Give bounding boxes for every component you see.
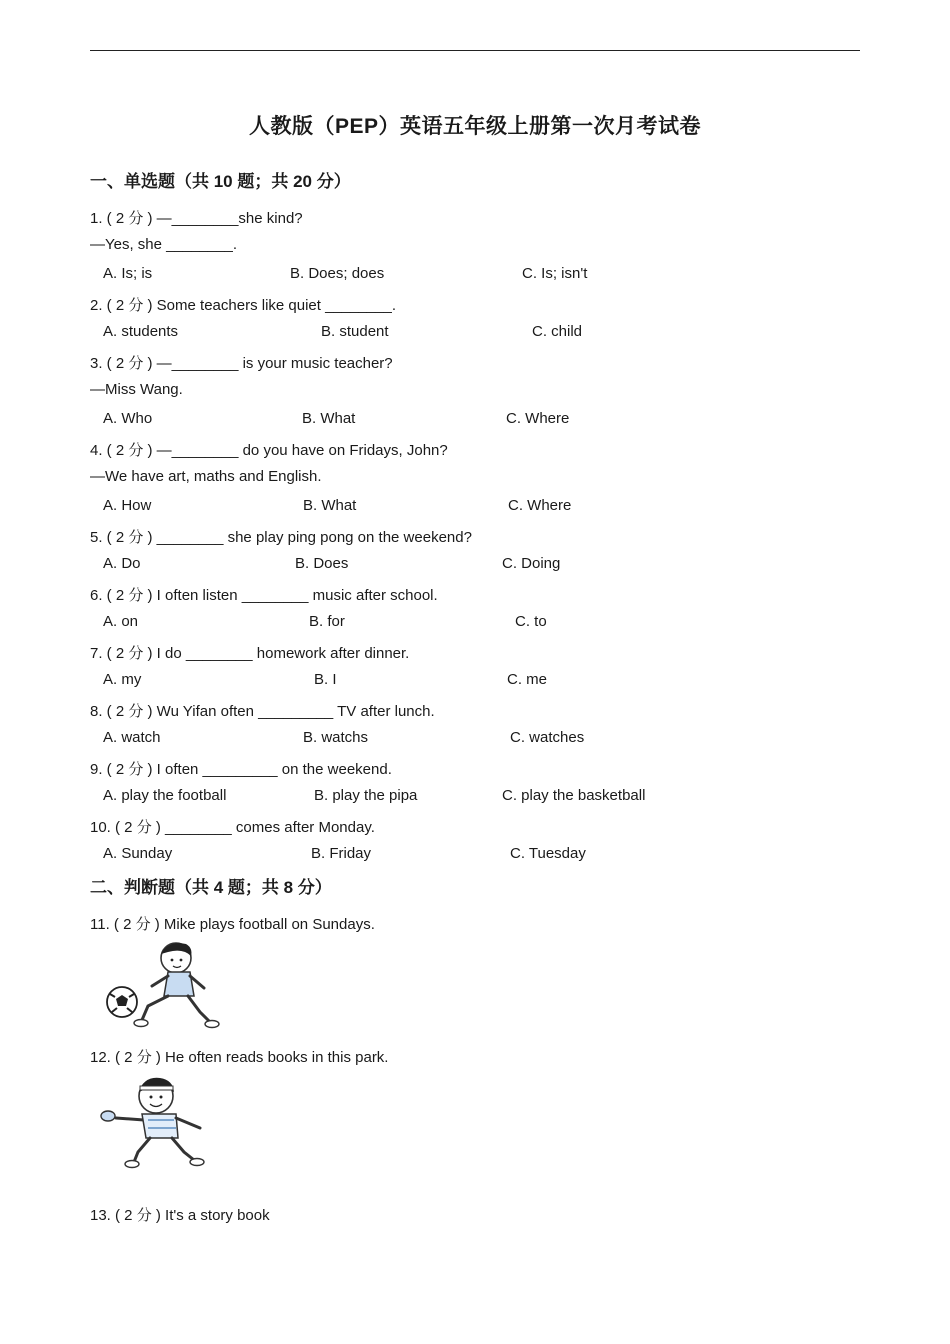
page-title: 人教版（PEP）英语五年级上册第一次月考试卷 bbox=[248, 115, 702, 138]
question-8-stem: 8. ( 2 分 ) Wu Yifan often _________ TV after lunch. bbox=[90, 703, 435, 720]
question-2-option-a[interactable]: A. students bbox=[103, 323, 179, 340]
question-5-option-a[interactable]: A. Do bbox=[103, 555, 141, 572]
question-11-stem: 11. ( 2 分 ) Mike plays football on Sundays. bbox=[90, 916, 375, 933]
question-8-option-a[interactable]: A. watch bbox=[103, 729, 161, 746]
question-7-option-a[interactable]: A. my bbox=[103, 671, 142, 688]
question-3-option-a[interactable]: A. Who bbox=[103, 410, 153, 427]
question-8-option-c[interactable]: C. watches bbox=[510, 729, 585, 746]
boy-playing-ping-pong-illustration bbox=[98, 1072, 214, 1172]
question-12-stem: 12. ( 2 分 ) He often reads books in this park. bbox=[90, 1049, 389, 1066]
question-3-option-c[interactable]: C. Where bbox=[506, 410, 570, 427]
question-4-option-b[interactable]: B. What bbox=[303, 497, 357, 514]
question-7-option-c[interactable]: C. me bbox=[507, 671, 548, 688]
question-4-line2: —We have art, maths and English. bbox=[90, 468, 322, 485]
question-1-stem: 1. ( 2 分 ) —________she kind? bbox=[90, 210, 303, 227]
question-10-stem: 10. ( 2 分 ) ________ comes after Monday. bbox=[90, 819, 375, 836]
question-4-option-a[interactable]: A. How bbox=[103, 497, 152, 514]
section-heading-single-choice: 一、单选题（共 10 题；共 20 分） bbox=[90, 172, 351, 191]
question-9-option-a[interactable]: A. play the football bbox=[103, 787, 227, 804]
question-7-option-b[interactable]: B. I bbox=[314, 671, 337, 688]
question-6-option-b[interactable]: B. for bbox=[309, 613, 345, 630]
question-4-stem: 4. ( 2 分 ) —________ do you have on Fridays, John? bbox=[90, 442, 448, 459]
question-2-stem: 2. ( 2 分 ) Some teachers like quiet ________. bbox=[90, 297, 397, 314]
question-5-option-c[interactable]: C. Doing bbox=[502, 555, 561, 572]
question-3-line2: —Miss Wang. bbox=[90, 381, 183, 398]
question-1-option-b[interactable]: B. Does; does bbox=[290, 265, 385, 282]
question-7-stem: 7. ( 2 分 ) I do ________ homework after dinner. bbox=[90, 645, 410, 662]
question-13-stem: 13. ( 2 分 ) It's a story book bbox=[90, 1207, 270, 1224]
question-10-option-b[interactable]: B. Friday bbox=[311, 845, 372, 862]
question-3-stem: 3. ( 2 分 ) —________ is your music teacher? bbox=[90, 355, 393, 372]
question-9-option-c[interactable]: C. play the basketball bbox=[502, 787, 646, 804]
question-2-option-c[interactable]: C. child bbox=[532, 323, 583, 340]
section-heading-true-false: 二、判断题（共 4 题；共 8 分） bbox=[90, 878, 332, 897]
question-1-line2: —Yes, she ________. bbox=[90, 236, 238, 253]
boy-kicking-football-illustration bbox=[98, 938, 222, 1030]
question-2-option-b[interactable]: B. student bbox=[321, 323, 389, 340]
header-rule bbox=[90, 50, 860, 51]
question-5-option-b[interactable]: B. Does bbox=[295, 555, 349, 572]
question-6-stem: 6. ( 2 分 ) I often listen ________ music after school. bbox=[90, 587, 438, 604]
question-5-stem: 5. ( 2 分 ) ________ she play ping pong on the weekend? bbox=[90, 529, 472, 546]
question-1-option-a[interactable]: A. Is; is bbox=[103, 265, 153, 282]
question-10-option-a[interactable]: A. Sunday bbox=[103, 845, 173, 862]
question-6-option-a[interactable]: A. on bbox=[103, 613, 139, 630]
question-6-option-c[interactable]: C. to bbox=[515, 613, 547, 630]
question-4-option-c[interactable]: C. Where bbox=[508, 497, 572, 514]
question-1-option-c[interactable]: C. Is; isn't bbox=[522, 265, 588, 282]
question-3-option-b[interactable]: B. What bbox=[302, 410, 356, 427]
question-9-stem: 9. ( 2 分 ) I often _________ on the weekend. bbox=[90, 761, 392, 778]
question-8-option-b[interactable]: B. watchs bbox=[303, 729, 369, 746]
question-9-option-b[interactable]: B. play the pipa bbox=[314, 787, 418, 804]
question-10-option-c[interactable]: C. Tuesday bbox=[510, 845, 586, 862]
